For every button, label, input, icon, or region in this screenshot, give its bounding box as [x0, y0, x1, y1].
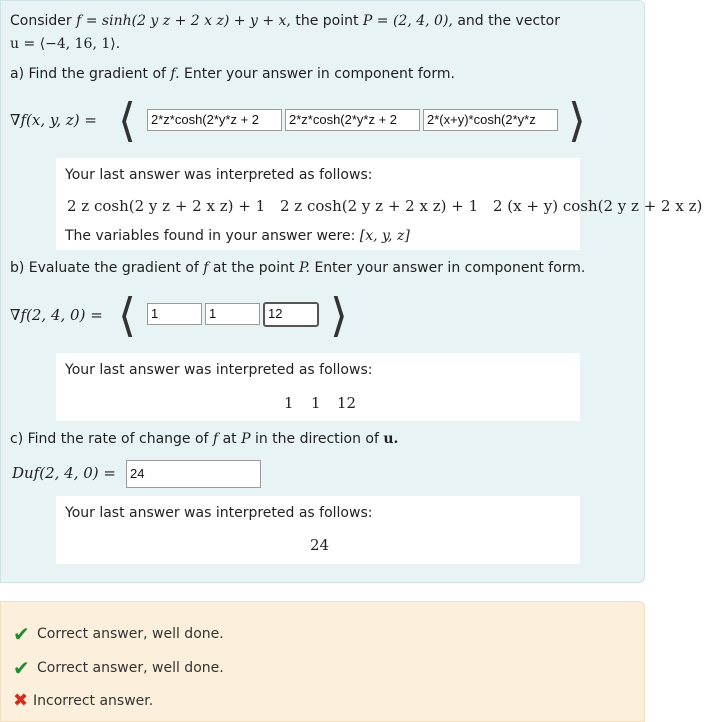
feedback-panel: [0, 601, 645, 722]
left-angle-bracket-b: ⟨: [118, 288, 136, 342]
intro-text: Consider: [10, 13, 72, 29]
right-angle-bracket: ⟩: [568, 93, 586, 147]
feedback-text-b: Correct answer, well done.: [37, 660, 224, 676]
left-angle-bracket: ⟨: [118, 93, 136, 147]
part-c-prompt: [10, 430, 398, 448]
part-c-P: P: [241, 431, 251, 447]
check-icon: ✔: [13, 622, 30, 646]
interpreted-component-x: 2 z cosh(2 y z + 2 x z) + 1: [67, 197, 266, 215]
feedback-row-c: [13, 690, 153, 711]
intro-text-2: the point: [295, 13, 359, 29]
part-c-text: c) Find the rate of change of: [10, 431, 209, 447]
gradient-at-point-z-input[interactable]: 12: [263, 302, 319, 327]
variables-found: [65, 228, 410, 244]
feedback-row-b: [13, 656, 224, 680]
vector-definition: u = ⟨−4, 16, 1⟩.: [10, 36, 121, 52]
part-c-u: u.: [383, 431, 399, 447]
gradient-at-point-label: ∇f(2, 4, 0) =: [10, 306, 103, 324]
part-a-f: f.: [170, 66, 180, 82]
gradient-z-input[interactable]: 2*(x+y)*cosh(2*y*z: [423, 109, 558, 131]
feedback-row-a: [13, 622, 224, 646]
part-b-text-2: at the point: [212, 260, 295, 276]
check-icon: ✔: [13, 656, 30, 680]
interpreted-b-y: 1: [311, 394, 321, 412]
interpretation-label-b: Your last answer was interpreted as follows:: [65, 362, 373, 378]
part-c-text-3: in the direction of: [254, 431, 379, 447]
part-b-text-3: Enter your answer in component form.: [314, 260, 586, 276]
part-a-prompt: [10, 65, 455, 83]
interpreted-component-y: 2 z cosh(2 y z + 2 x z) + 1: [280, 197, 479, 215]
gradient-at-point-x-input[interactable]: 1: [147, 303, 202, 325]
directional-derivative-label: Duf(2, 4, 0) =: [12, 464, 116, 482]
interpreted-b-x: 1: [284, 394, 294, 412]
question-intro: [10, 12, 560, 30]
point-definition: P = (2, 4, 0),: [362, 13, 453, 29]
gradient-label: ∇f(x, y, z) =: [10, 111, 97, 129]
intro-text-3: and the vector: [457, 13, 560, 29]
right-angle-bracket-b: ⟩: [330, 288, 348, 342]
part-b-P: P.: [298, 260, 310, 276]
part-b-text: b) Evaluate the gradient of: [10, 260, 199, 276]
part-b-f: f: [203, 260, 209, 276]
variables-label: The variables found in your answer were:: [65, 228, 356, 244]
feedback-text-c: Incorrect answer.: [33, 692, 154, 709]
vector-definition-line: [10, 35, 120, 53]
feedback-text-a: Correct answer, well done.: [37, 626, 224, 642]
interpretation-label-a: Your last answer was interpreted as follows:: [65, 167, 373, 183]
interpretation-label-c: Your last answer was interpreted as follows:: [65, 505, 373, 521]
part-c-f: f: [212, 431, 219, 447]
interpreted-component-z: 2 (x + y) cosh(2 y z + 2 x z): [493, 197, 703, 215]
part-a-text-2: Enter your answer in component form.: [184, 66, 455, 82]
gradient-at-point-y-input[interactable]: 1: [205, 303, 260, 325]
gradient-x-input[interactable]: 2*z*cosh(2*y*z + 2: [147, 109, 282, 131]
interpreted-b-z: 12: [337, 394, 357, 412]
part-c-text-2: at: [222, 431, 237, 447]
part-b-prompt: [10, 259, 585, 277]
gradient-y-input[interactable]: 2*z*cosh(2*y*z + 2: [285, 109, 420, 131]
part-a-text: a) Find the gradient of: [10, 66, 166, 82]
interpreted-c-value: 24: [310, 536, 330, 554]
variables-value: [x, y, z]: [359, 228, 410, 244]
directional-derivative-input[interactable]: 24: [126, 460, 261, 488]
cross-icon: ✖: [13, 690, 29, 711]
function-definition: f = sinh(2 y z + 2 x z) + y + x,: [76, 13, 291, 29]
